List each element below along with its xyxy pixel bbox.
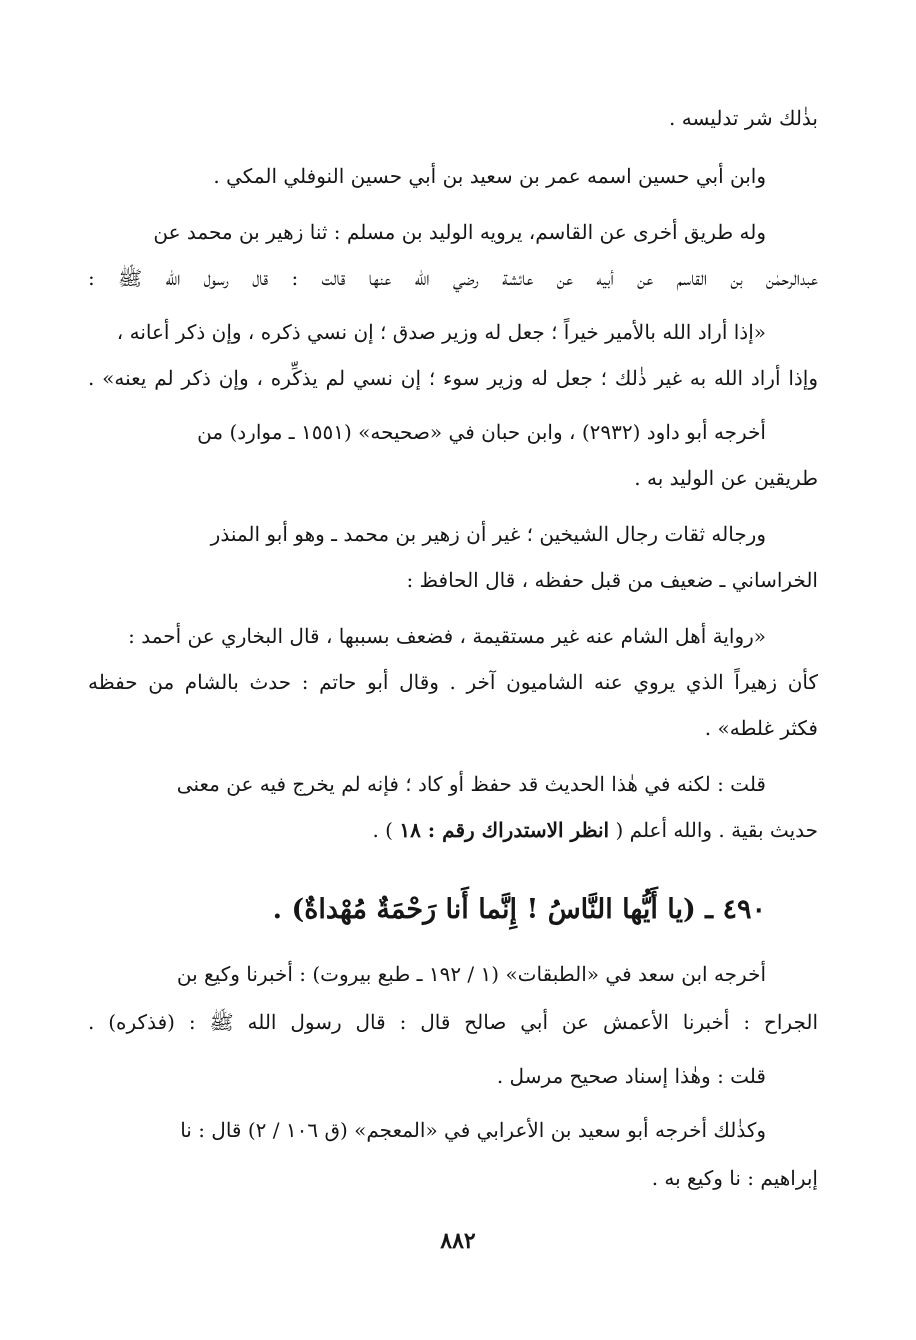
text-line: الخراساني ـ ضعيف من قبل حفظه ، قال الحافظ : — [406, 568, 818, 592]
text-line: وكذٰلك أخرجه أبو سعيد بن الأعرابي في «المعجم» (ق ١٠٦ / ٢) قال : نا — [180, 1118, 766, 1142]
text-line: الجراح : أخبرنا الأعمش عن أبي صالح قال : قال رسول الله ﷺ : (فذكره) . — [88, 1010, 818, 1034]
hadith-heading: ٤٩٠ ـ (يا أَيُّها النَّاسُ ! إِنَّما أَنا رَحْمَةٌ مُهْداةٌ) . — [272, 894, 766, 925]
text-line: أخرجه أبو داود (٢٩٣٢) ، وابن حبان في «صحيحه» (١٥٥١ ـ موارد) من — [197, 420, 766, 444]
text-line: أخرجه ابن سعد في «الطبقات» (١ / ١٩٢ ـ طبع بيروت) : أخبرنا وكيع بن — [176, 962, 766, 986]
text-line: ورجاله ثقات رجال الشيخين ؛ غير أن زهير بن محمد ـ وهو أبو المنذر — [210, 522, 766, 546]
cross-reference: انظر الاستدراك رقم : ١٨ — [399, 818, 610, 842]
text-line: طريقين عن الوليد به . — [634, 466, 818, 490]
text-span: ) . — [372, 818, 393, 842]
text-span: حديث بقية . والله أعلم ( — [615, 818, 818, 842]
text-line — [372, 814, 818, 846]
page-number: ٨٨٢ — [440, 1228, 476, 1254]
quote-line: «إذا أراد الله بالأمير خيراً ؛ جعل له وزير صدق ؛ إن نسي ذكره ، وإن ذكر أعانه ، — [116, 320, 766, 344]
quote-line: «رواية أهل الشام عنه غير مستقيمة ، فضعف بسببها ، قال البخاري عن أحمد : — [128, 624, 766, 648]
text-line: قلت : وهٰذا إسناد صحيح مرسل . — [496, 1064, 766, 1088]
text-line: إبراهيم : نا وكيع به . — [651, 1166, 818, 1190]
quote-line: فكثر غلطه» . — [704, 716, 818, 740]
text-line: قلت : لكنه في هٰذا الحديث قد حفظ أو كاد ؛ فإنه لم يخرج فيه عن معنى — [176, 772, 766, 796]
text-line: وله طريق أخرى عن القاسم، يرويه الوليد بن مسلم : ثنا زهير بن محمد عن — [153, 220, 766, 244]
text-line: وابن أبي حسين اسمه عمر بن سعيد بن أبي حسين النوفلي المكي . — [213, 164, 766, 188]
text-line: بذٰلك شر تدليسه . — [669, 106, 818, 130]
quote-line: وإذا أراد الله به غير ذٰلك ؛ جعل له وزير سوء ؛ إن نسي لم يذكِّره ، وإن ذكر لم يعنه» . — [88, 366, 818, 390]
quote-line: كأن زهيراً الذي يروي عنه الشاميون آخر . وقال أبو حاتم : حدث بالشام من حفظه — [88, 670, 818, 694]
text-line: عبدالرحمٰن بن القاسم عن أبيه عن عائشة رضي الله عنها قالت : قال رسول الله ﷺ : — [88, 266, 818, 290]
